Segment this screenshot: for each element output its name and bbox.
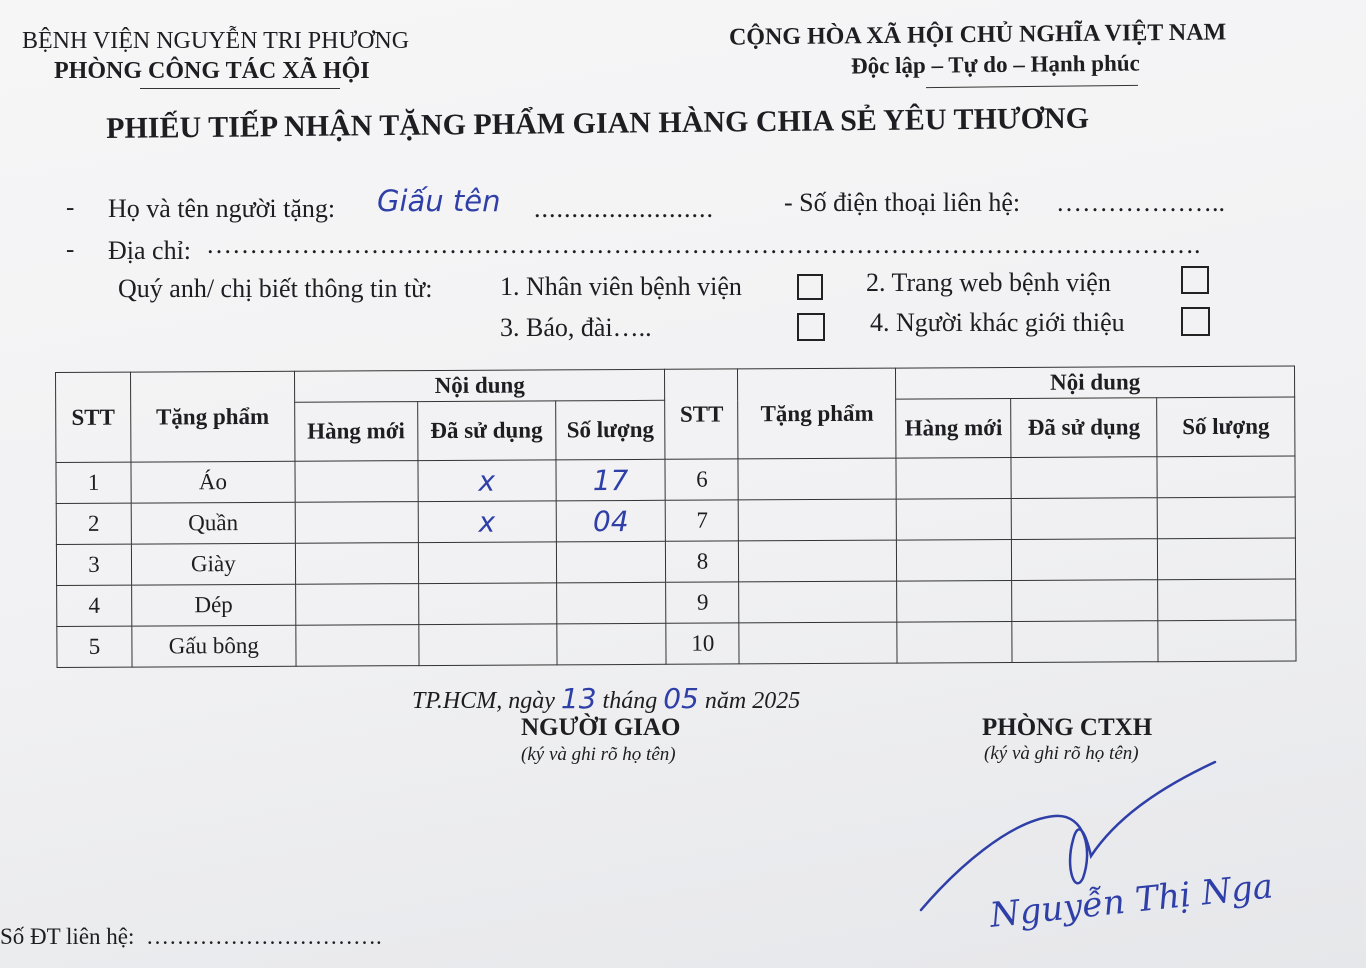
office-title: PHÒNG CTXH <box>982 714 1153 741</box>
source-option-2: 2. Trang web bệnh viện <box>866 268 1111 297</box>
row-stt: 4 <box>57 585 132 626</box>
address-dots: ……………………………………………………………………………………………………. <box>206 230 1201 259</box>
date-day-handwritten: 13 <box>560 682 597 715</box>
source-option-1: 1. Nhân viên bệnh viện <box>500 272 742 301</box>
checkbox-hospital-website[interactable] <box>1181 266 1209 294</box>
row-new[interactable] <box>896 457 1011 499</box>
row-stt: 3 <box>56 544 131 585</box>
motto-underline <box>926 85 1138 88</box>
row-item[interactable] <box>739 581 897 623</box>
row-item: Giày <box>131 543 295 585</box>
donor-label: Họ và tên người tặng: <box>108 194 336 223</box>
donor-bullet: - <box>66 194 75 221</box>
header-used-left: Đã sử dụng <box>417 401 555 461</box>
row-item: Dép <box>132 584 296 626</box>
header-item-left: Tặng phẩm <box>130 371 294 462</box>
row-qty[interactable]: 04 <box>556 500 666 542</box>
date-prefix: TP.HCM, ngày <box>412 688 555 714</box>
header-qty-left: Số lượng <box>555 400 665 460</box>
row-item[interactable] <box>739 499 897 541</box>
header-stt-left: STT <box>56 372 131 462</box>
row-qty[interactable] <box>1158 620 1296 662</box>
row-used-mark[interactable] <box>419 624 557 666</box>
header-new-left: Hàng mới <box>294 402 417 462</box>
header-stt-right: STT <box>665 369 738 459</box>
table-row <box>56 497 1295 544</box>
checkbox-referral[interactable] <box>1181 307 1210 336</box>
row-stt: 8 <box>666 541 739 582</box>
form-title: PHIẾU TIẾP NHẬN TẶNG PHẨM GIAN HÀNG CHIA SẺ YÊU THƯƠNG <box>106 101 1090 145</box>
source-option-3: 3. Báo, đài….. <box>500 313 652 342</box>
row-item: Quần <box>131 502 295 544</box>
donor-name-handwritten: Giấu tên <box>377 184 501 218</box>
row-new[interactable] <box>897 621 1012 663</box>
date-line <box>412 682 800 715</box>
giver-title: NGƯỜI GIAO <box>521 714 681 741</box>
header-qty-right: Số lượng <box>1157 397 1295 457</box>
row-qty[interactable] <box>556 623 666 665</box>
office-signer-name: Nguyễn Thị Nga <box>988 866 1275 936</box>
department-underline <box>140 88 340 89</box>
phone-dots: ……………….. <box>1056 188 1225 217</box>
header-content-left: Nội dung <box>294 369 665 402</box>
date-month-handwritten: 05 <box>663 682 699 715</box>
footer-phone-label: Số ĐT liên hệ: <box>0 924 135 949</box>
row-new[interactable] <box>295 543 418 585</box>
row-new[interactable] <box>295 461 418 503</box>
giver-note: (ký và ghi rõ họ tên) <box>521 744 676 765</box>
row-item[interactable] <box>739 622 897 664</box>
donation-table <box>55 366 1297 668</box>
row-stt: 7 <box>666 500 739 541</box>
row-item[interactable] <box>739 540 897 582</box>
row-new[interactable] <box>897 539 1012 581</box>
row-used-mark[interactable] <box>418 542 556 584</box>
country-name: CỘNG HÒA XÃ HỘI CHỦ NGHĨA VIỆT NAM <box>728 19 1227 51</box>
address-label: Địa chỉ: <box>108 236 192 265</box>
national-motto: Độc lập – Tự do – Hạnh phúc <box>850 50 1140 79</box>
source-option-4: 4. Người khác giới thiệu <box>870 308 1125 337</box>
row-stt: 9 <box>666 582 739 623</box>
row-stt: 5 <box>57 626 132 667</box>
row-stt: 10 <box>666 623 739 664</box>
row-item: Áo <box>131 461 295 503</box>
row-used-mark[interactable] <box>1012 539 1158 581</box>
row-used-mark[interactable] <box>1011 498 1157 540</box>
row-used-mark[interactable]: x <box>418 460 556 502</box>
footer-phone-dots: …………………………. <box>146 924 382 949</box>
table-row <box>56 538 1295 585</box>
phone-label: - Số điện thoại liên hệ: <box>784 188 1021 217</box>
donor-dots: ........................ <box>534 194 714 223</box>
row-used-mark[interactable] <box>1012 580 1158 622</box>
row-stt: 1 <box>56 462 131 503</box>
row-item[interactable] <box>738 458 896 500</box>
table-row <box>57 579 1296 626</box>
row-qty[interactable] <box>1157 538 1295 580</box>
hospital-name: BỆNH VIỆN NGUYỄN TRI PHƯƠNG <box>22 28 410 54</box>
header-content-right: Nội dung <box>896 366 1295 399</box>
row-qty[interactable] <box>1158 579 1296 621</box>
table-row <box>57 620 1296 667</box>
row-item: Gấu bông <box>132 625 296 667</box>
row-new[interactable] <box>296 625 419 667</box>
table-row <box>56 456 1295 503</box>
row-new[interactable] <box>897 580 1012 622</box>
address-bullet: - <box>66 236 75 263</box>
department-name: PHÒNG CÔNG TÁC XÃ HỘI <box>54 58 370 84</box>
row-used-mark[interactable] <box>418 583 556 625</box>
row-qty[interactable] <box>1157 456 1295 498</box>
checkbox-hospital-staff[interactable] <box>797 274 823 300</box>
date-year: 2025 <box>752 688 801 714</box>
row-used-mark[interactable]: x <box>418 501 556 543</box>
row-qty[interactable]: 17 <box>556 459 666 501</box>
header-item-right: Tặng phẩm <box>738 368 896 459</box>
source-label: Quý anh/ chị biết thông tin từ: <box>118 274 433 303</box>
row-stt: 6 <box>665 459 738 500</box>
row-new[interactable] <box>896 498 1011 540</box>
row-qty[interactable] <box>556 541 666 583</box>
row-new[interactable] <box>295 502 418 544</box>
row-used-mark[interactable] <box>1011 457 1157 499</box>
row-stt: 2 <box>56 503 131 544</box>
header-used-right: Đã sử dụng <box>1011 398 1157 458</box>
office-note: (ký và ghi rõ họ tên) <box>984 743 1139 764</box>
row-qty[interactable] <box>1157 497 1295 539</box>
row-new[interactable] <box>295 584 418 626</box>
date-year-label: năm <box>704 688 747 714</box>
date-month-label: tháng <box>602 688 658 714</box>
checkbox-press[interactable] <box>797 313 825 341</box>
row-used-mark[interactable] <box>1012 621 1158 663</box>
row-qty[interactable] <box>556 582 666 624</box>
header-new-right: Hàng mới <box>896 398 1011 458</box>
